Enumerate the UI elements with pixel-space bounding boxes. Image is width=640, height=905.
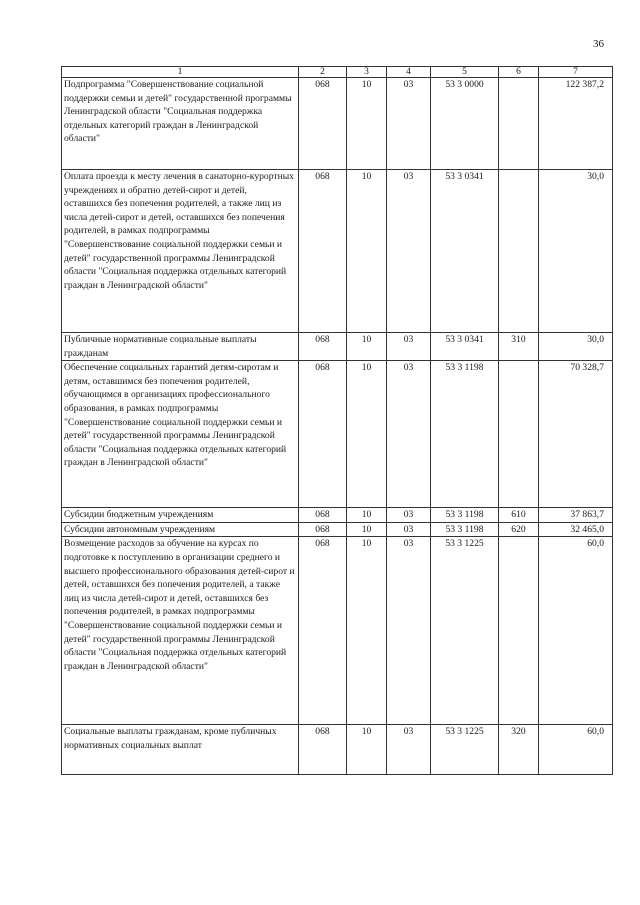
cell-section: 10 xyxy=(347,522,387,537)
column-header: 3 xyxy=(347,67,387,78)
cell-subsection: 03 xyxy=(387,537,431,725)
cell-subsection: 03 xyxy=(387,522,431,537)
row-description: Публичные нормативные социальные выплаты гражданам xyxy=(62,333,299,361)
cell-admin-code: 068 xyxy=(299,508,347,523)
row-description: Подпрограмма "Совершенствование социальной поддержки семьи и детей" государственной программы Ленинградской области "Социальная поддержка отдельных категорий граждан в Ленинградской области" xyxy=(62,78,299,170)
table-row xyxy=(62,170,613,333)
cell-amount: 30,0 xyxy=(539,170,613,333)
cell-admin-code: 068 xyxy=(299,537,347,725)
cell-amount: 60,0 xyxy=(539,537,613,725)
cell-admin-code: 068 xyxy=(299,725,347,775)
cell-subsection: 03 xyxy=(387,333,431,361)
column-header: 1 xyxy=(62,67,299,78)
cell-section: 10 xyxy=(347,78,387,170)
cell-expense-type xyxy=(499,170,539,333)
cell-target-article: 53 3 1198 xyxy=(431,522,499,537)
cell-expense-type xyxy=(499,537,539,725)
cell-section: 10 xyxy=(347,537,387,725)
cell-admin-code: 068 xyxy=(299,361,347,508)
cell-section: 10 xyxy=(347,725,387,775)
table-row xyxy=(62,333,613,361)
table-header-row xyxy=(62,67,613,78)
cell-target-article: 53 3 1225 xyxy=(431,537,499,725)
cell-amount: 30,0 xyxy=(539,333,613,361)
row-description: Оплата проезда к месту лечения в санаторно-курортных учреждениях и обратно детей-сирот и детей, оставшихся без попечения родителей, а также лиц из числа детей-сирот и детей, оставшихся без попечения родителей, в рамках подпрограммы "Совершенствование социальной поддержки семьи и детей" государственной программы Ленинградской области "Социальная поддержка отдельных категорий граждан в Ленинградской области" xyxy=(62,170,299,333)
cell-amount: 37 863,7 xyxy=(539,508,613,523)
cell-admin-code: 068 xyxy=(299,78,347,170)
column-header: 7 xyxy=(539,67,613,78)
cell-admin-code: 068 xyxy=(299,170,347,333)
cell-target-article: 53 3 1225 xyxy=(431,725,499,775)
table-row xyxy=(62,522,613,537)
cell-subsection: 03 xyxy=(387,78,431,170)
cell-target-article: 53 3 1198 xyxy=(431,508,499,523)
row-description: Обеспечение социальных гарантий детям-сиротам и детям, оставшимся без попечения родителей, обучающимся в организациях профессионального образования, в рамках подпрограммы "Совершенствование социальной поддержки семьи и детей" государственной программы Ленинградской области "Социальная поддержка отдельных категорий граждан в Ленинградской области" xyxy=(62,361,299,508)
cell-subsection: 03 xyxy=(387,508,431,523)
row-description: Возмещение расходов за обучение на курсах по подготовке к поступлению в организации среднего и высшего профессионального образования детей-сирот и детей, оставшихся без попечения родителей, а также лиц из числа детей-сирот и детей, оставшихся без попечения родителей, в рамках подпрограммы "Совершенствование социальной поддержки семьи и детей" государственной программы Ленинградской области "Социальная поддержка отдельных категорий граждан в Ленинградской области" xyxy=(62,537,299,725)
column-header: 4 xyxy=(387,67,431,78)
row-description: Социальные выплаты гражданам, кроме публичных нормативных социальных выплат xyxy=(62,725,299,775)
cell-target-article: 53 3 0341 xyxy=(431,170,499,333)
cell-expense-type: 610 xyxy=(499,508,539,523)
cell-subsection: 03 xyxy=(387,725,431,775)
cell-admin-code: 068 xyxy=(299,522,347,537)
table-row xyxy=(62,361,613,508)
cell-section: 10 xyxy=(347,361,387,508)
cell-target-article: 53 3 0000 xyxy=(431,78,499,170)
cell-section: 10 xyxy=(347,170,387,333)
cell-expense-type: 620 xyxy=(499,522,539,537)
row-description: Субсидии автономным учреждениям xyxy=(62,522,299,537)
cell-amount: 122 387,2 xyxy=(539,78,613,170)
table-row xyxy=(62,508,613,523)
column-header: 2 xyxy=(299,67,347,78)
cell-expense-type xyxy=(499,78,539,170)
budget-table xyxy=(61,66,613,775)
table-row xyxy=(62,78,613,170)
cell-target-article: 53 3 0341 xyxy=(431,333,499,361)
cell-section: 10 xyxy=(347,333,387,361)
page-number: 36 xyxy=(593,38,604,50)
cell-expense-type: 320 xyxy=(499,725,539,775)
cell-target-article: 53 3 1198 xyxy=(431,361,499,508)
row-description: Субсидии бюджетным учреждениям xyxy=(62,508,299,523)
table-row xyxy=(62,725,613,775)
cell-expense-type: 310 xyxy=(499,333,539,361)
cell-subsection: 03 xyxy=(387,170,431,333)
cell-amount: 70 328,7 xyxy=(539,361,613,508)
cell-subsection: 03 xyxy=(387,361,431,508)
cell-expense-type xyxy=(499,361,539,508)
column-header: 6 xyxy=(499,67,539,78)
cell-amount: 60,0 xyxy=(539,725,613,775)
cell-section: 10 xyxy=(347,508,387,523)
table-row xyxy=(62,537,613,725)
column-header: 5 xyxy=(431,67,499,78)
cell-amount: 32 465,0 xyxy=(539,522,613,537)
cell-admin-code: 068 xyxy=(299,333,347,361)
